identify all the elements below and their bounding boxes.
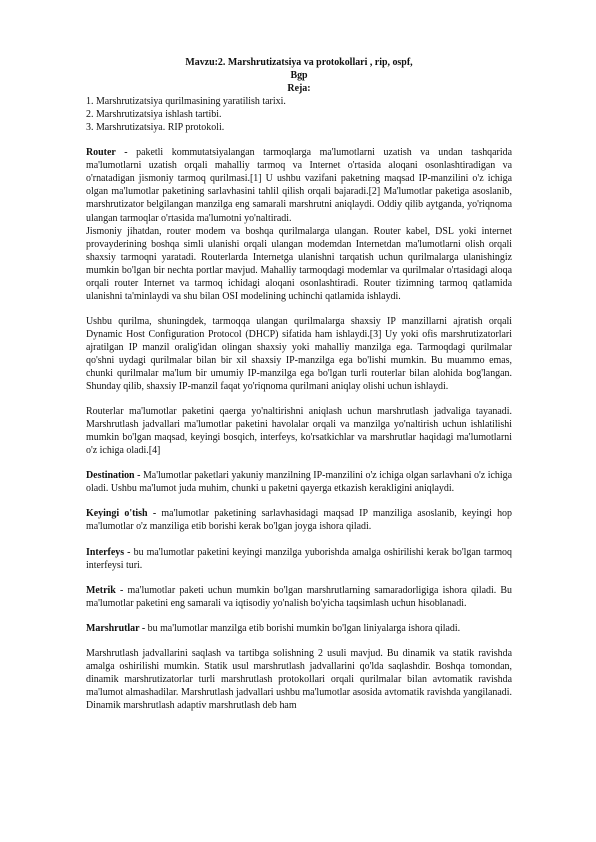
interface-paragraph xyxy=(86,546,512,572)
next-hop-paragraph xyxy=(86,507,512,533)
plan-item-1: 1. Marshrutizatsiya qurilmasining yaratilish tarixi. xyxy=(86,96,286,108)
plan-item-3: 3. Marshrutizatsiya. RIP protokoli. xyxy=(86,122,225,134)
metric-text: ma'lumotlar paketi uchun mumkin bo'lgan marshrutlarning samaradorligiga ishora qiladi. Bu ma'lumotlar paketini eng samarali va iqtisodiy yo'nalish bo'yicha taqsimlash uchun hisoblanadi. xyxy=(86,584,513,609)
destination-paragraph xyxy=(86,469,512,495)
routes-text: bu ma'lumotlar manzilga etib borishi mumkin bo'lgan liniyalarga ishora qiladi. xyxy=(145,622,461,634)
metric-term: Metrik - xyxy=(86,584,124,596)
destination-term: Destination - xyxy=(86,470,141,482)
physical-paragraph: Jismoniy jihatdan, router modem va boshqa qurilmalarga ulangan. Router kabel, DSL yoki internet provayderining boshqa simli ulanishi orqali ulangan modemdan Internetdan ma'lumotlarni olish orqali shaxsiy tarmoqni yaratadi. Routerlarda Internetga ulanishni tarqatish uchun qurilmalarga ulanishingiz mumkin bo'lgan bir nechta portlar mavjud. Mahalliy tarmoqdagi modemlar va qurilmalar o'rtasidagi aloqa orqali router Internet va tarmoq ichidagi aloqani osonlashtiradi. Router tizimning tarmoq qatlamida ulanishni ta'minlaydi va shu bilan OSI modelining uchinchi qatlamida ishlaydi. xyxy=(86,225,512,302)
methods-paragraph: Marshrutlash jadvallarini saqlash va tartibga solishning 2 usuli mavjud. Bu dinamik va statik ravishda amalga oshirilishi mumkin. Statik usul marshrutlash jadvallarini qo'lda saqlashdir. Boshqa tomondan, dinamik marshrutizatorlar turli marshrutlash protokollari orqali qurilmalar bilan avtomatik ravishda ma'lumot almashadilar. Marshrutlash jadvallari ushbu ma'lumotlar asosida avtomatik ravishda yangilanadi. Dinamik marshrutlash adaptiv marshrutlash deb ham xyxy=(86,647,512,711)
document-title-line2: Bgp xyxy=(290,70,308,82)
document-page xyxy=(86,56,512,712)
router-term: Router - xyxy=(86,147,128,159)
router-paragraph xyxy=(86,146,512,224)
plan-item-2: 2. Marshrutizatsiya ishlash tartibi. xyxy=(86,109,222,121)
dhcp-paragraph: Ushbu qurilma, shuningdek, tarmoqqa ulangan qurilmalarga shaxsiy IP manzillarni ajratish orqali Dynamic Host Configuration Protocol (DHCP) sifatida ham ishlaydi.[3] Uy yoki ofis marshrutizatorlari ajratilgan IP manzil oralig'idan olingan shaxsiy yoki mahalliy manzilga ega. Tarmoqdagi qurilmalar qo'shni uydagi qurilmalar bilan bir xil shaxsiy IP-manzilga ega bo'lishi mumkin. Bu muammo emas, chunki qurilmalar ma'lum bir umumiy IP-manzilga ega bo'lgan turli routerlar bilan alohida bog'langan. Shunday qilib, shaxsiy IP-manzil faqat yo'riqnoma qurilmani aniqlay olishi uchun ishlaydi. xyxy=(86,315,512,393)
destination-text: Ma'lumotlar paketlari yakuniy manzilning IP-manzilini o'z ichiga olgan sarlavhani o'z ichiga oladi. Ushbu ma'lumot juda muhim, chunki u paketni qayerga etkazish kerakligini aniqlaydi. xyxy=(86,470,512,495)
next-hop-text: ma'lumotlar paketining sarlavhasidagi maqsad IP manziliga asoslanib, keyingi hop ma'lumotlar o'z manziliga etib borishi kerak bo'lgan joyga ishora qiladi. xyxy=(86,508,512,533)
interface-text: bu ma'lumotlar paketini keyingi manzilga yuborishda amalga oshirilishi kerak bo'lgan tarmoq interfeysi turi. xyxy=(86,546,512,571)
routing-table-paragraph: Routerlar ma'lumotlar paketini qaerga yo'naltirishni aniqlash uchun marshrutlash jadvaliga tayanadi. Marshrutlash jadvallari ma'lumotlar paketini havolalar orqali va manzilga yo'naltirish uchun ishlatilishi mumkin bo'lgan maqsad, keyingi bosqich, interfeys, ko'rsatkichlar va marshrutlar haqidagi ma'lumotlarni o'z ichiga oladi.[4] xyxy=(86,406,512,457)
plan-heading: Reja: xyxy=(287,83,311,95)
document-title-line1: Mavzu:2. Marshrutizatsiya va protokollari , rip, ospf, xyxy=(185,57,413,68)
metric-paragraph xyxy=(86,584,512,610)
router-text: paketli kommutatsiyalangan tarmoqlarga ma'lumotlarni uzatish va undan tashqarida ma'lumotlarni uzatish orqali mahalliy tarmoq va Internet o'rtasida aloqani osonlashtiradigan va o'rnatadigan jismoniy tarmoq qurilmasi.[1] U ushbu vazifani paketning maqsad IP-manzilini o'z ichiga olgan ma'lumotlar paketining sarlavhasini tahlil qilish orqali bajaradi.[2] Ma'lumotlar paketiga asoslanib, marshrutizator belgilangan manzilga eng samarali marshrutni aniqlaydi. Oddiy qilib aytganda, yo'riqnoma ulangan tarmoqlar o'rtasida ma'lumotni yo'naltiradi. xyxy=(86,147,512,224)
routes-term: Marshrutlar - xyxy=(86,622,146,634)
routes-paragraph xyxy=(86,622,512,635)
next-hop-term: Keyingi o'tish - xyxy=(86,508,157,520)
interface-term: Interfeys - xyxy=(86,546,131,558)
